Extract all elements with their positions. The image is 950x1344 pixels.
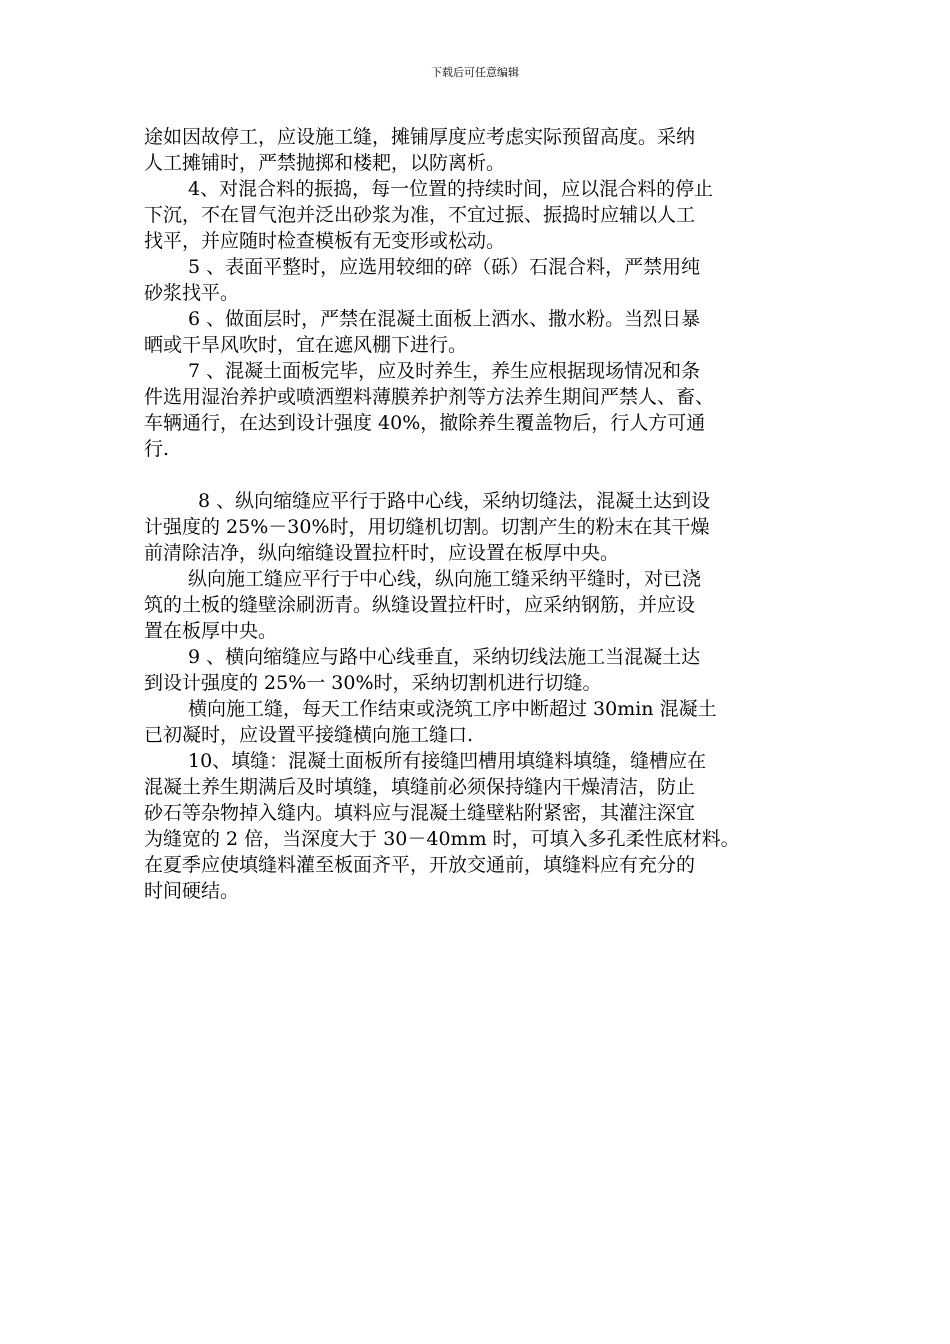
paragraph-start: 纵向施工缝应平行于中心线，纵向施工缝采纳平缝时，对已浇 <box>188 568 702 590</box>
paragraph-start: 10、填缝：混凝土面板所有接缝凹槽用填缝料填缝，缝槽应在 <box>188 750 707 772</box>
paragraph-start: 7 、混凝土面板完毕，应及时养生，养生应根据现场情况和条 <box>188 360 701 382</box>
text-line: 混凝土养生期满后及时填缝，填缝前必须保持缝内干燥清洁，防止 <box>144 776 696 798</box>
paragraph-start: 9 、横向缩缝应与路中心线垂直，采纳切线法施工当混凝土达 <box>188 646 701 668</box>
text-line: 下沉，不在冒气泡并泛出砂浆为准，不宜过振、振捣时应辅以人工 <box>144 204 696 226</box>
text-line: 件选用湿治养护或喷洒塑料薄膜养护剂等方法养生期间严禁人、畜、 <box>144 386 715 408</box>
blank-line <box>144 462 804 488</box>
text-line: 为缝宽的 2 倍，当深度大于 30－40mm 时，可填入多孔柔性底材料。 <box>144 828 740 850</box>
text-line: 砂石等杂物掉入缝内。填料应与混凝土缝壁粘附紧密，其灌注深宜 <box>144 802 696 824</box>
page-header: 下载后可任意编辑 <box>431 66 519 79</box>
paragraph-start: 4、对混合料的振捣，每一位置的持续时间，应以混合料的停止 <box>188 178 714 200</box>
text-line: 置在板厚中央。 <box>144 620 278 642</box>
text-line: 车辆通行，在达到设计强度 40%，撤除养生覆盖物后，行人方可通 <box>144 412 706 434</box>
paragraph-start: 5 、表面平整时，应选用较细的碎（砾）石混合料，严禁用纯 <box>188 256 701 278</box>
text-line: 晒或干旱风吹时，宜在遮风棚下进行。 <box>144 334 468 356</box>
text-line: 在夏季应使填缝料灌至板面齐平，开放交通前，填缝料应有充分的 <box>144 854 696 876</box>
text-line: 时间硬结。 <box>144 880 240 902</box>
text-line: 砂浆找平。 <box>144 282 240 304</box>
document-body <box>144 124 804 904</box>
text-line: 行. <box>144 438 170 460</box>
paragraph-start: 横向施工缝，每天工作结束或浇筑工序中断超过 30min 混凝土 <box>188 698 717 720</box>
text-line: 前清除洁净，纵向缩缝设置拉杆时，应设置在板厚中央。 <box>144 542 620 564</box>
text-line: 筑的土板的缝壁涂刷沥青。纵缝设置拉杆时，应采纳钢筋，并应设 <box>144 594 696 616</box>
text-line: 人工摊铺时，严禁抛掷和楼耙，以防离析。 <box>144 152 506 174</box>
text-line: 已初凝时，应设置平接缝横向施工缝口. <box>144 724 474 746</box>
text-line: 到设计强度的 25%一 30%时，采纳切割机进行切缝。 <box>144 672 602 694</box>
paragraph-start: 6 、做面层时，严禁在混凝土面板上洒水、撒水粉。当烈日暴 <box>188 308 701 330</box>
text-line: 找平，并应随时检查模板有无变形或松动。 <box>144 230 506 252</box>
paragraph-start: 8 、纵向缩缝应平行于路中心线，采纳切缝法，混凝土达到设 <box>198 490 711 512</box>
text-line: 途如因故停工，应设施工缝，摊铺厚度应考虑实际预留高度。采纳 <box>144 126 696 148</box>
text-line: 计强度的 25%－30%时，用切缝机切割。切割产生的粉末在其干燥 <box>144 516 710 538</box>
